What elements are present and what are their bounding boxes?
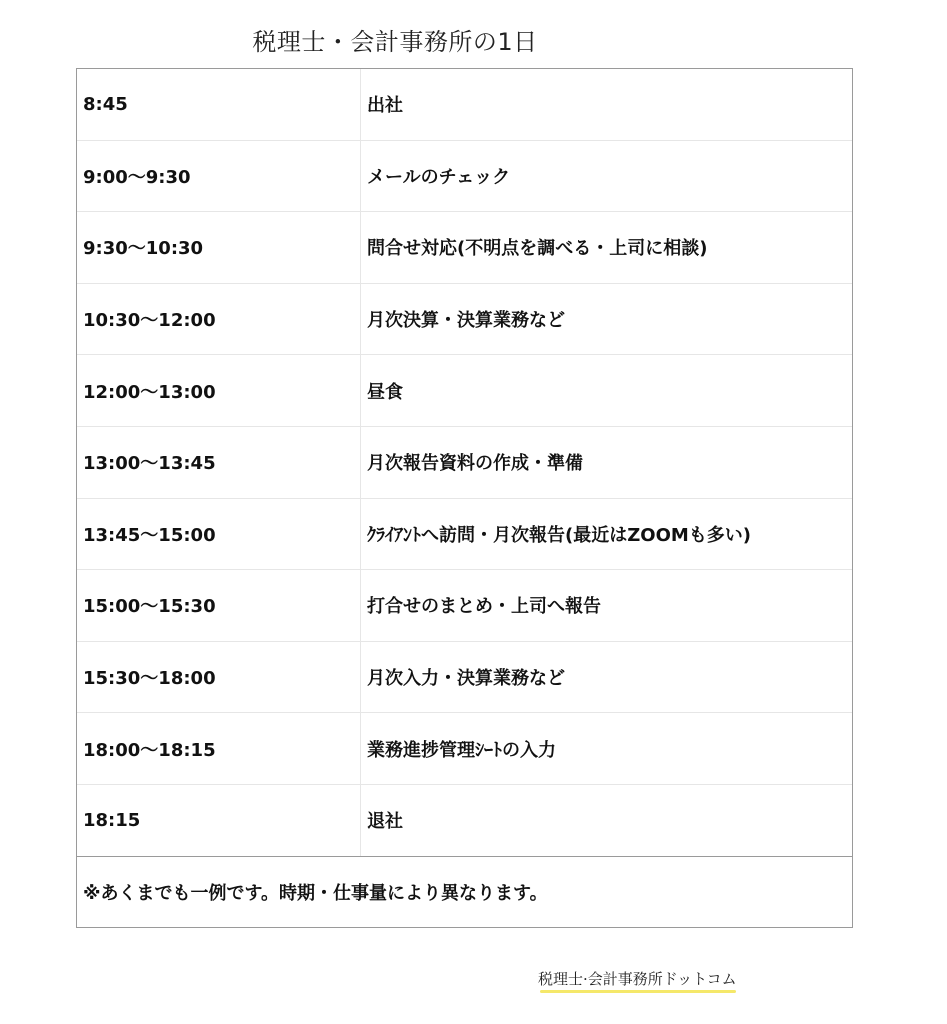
time-cell: 9:00〜9:30 (77, 141, 361, 212)
task-cell: 昼食 (367, 381, 403, 403)
time-cell: 18:15 (77, 785, 361, 856)
table-row (77, 141, 852, 213)
time-cell: 10:30〜12:00 (77, 284, 361, 355)
task-cell: 出社 (367, 95, 403, 117)
task-cell: 月次決算・決算業務など (367, 310, 565, 332)
task-cell: 打合せのまとめ・上司へ報告 (367, 596, 601, 618)
time-cell: 8:45 (77, 69, 361, 140)
table-row (77, 499, 852, 571)
task-cell: ｸﾗｲｱﾝﾄへ訪問・月次報告(最近はZOOMも多い) (367, 524, 752, 546)
task-cell: 問合せ対応(不明点を調べる・上司に相談) (367, 238, 708, 260)
task-cell: メールのチェック (367, 166, 511, 188)
task-cell: 業務進捗管理ｼｰﾄの入力 (367, 739, 556, 761)
table-row (77, 212, 852, 284)
brand-underline (540, 990, 736, 993)
time-cell: 12:00〜13:00 (77, 355, 361, 426)
task-cell: 月次報告資料の作成・準備 (367, 453, 583, 475)
table-row (77, 570, 852, 642)
table-row (77, 284, 852, 356)
task-cell: 月次入力・決算業務など (367, 668, 565, 690)
time-cell: 15:30〜18:00 (77, 642, 361, 713)
time-cell: 9:30〜10:30 (77, 212, 361, 283)
task-cell: 退社 (367, 811, 403, 833)
table-row (77, 69, 852, 141)
brand-logo-text: 税理士·会計事務所ドットコム (538, 970, 737, 988)
time-cell: 18:00〜18:15 (77, 713, 361, 784)
time-cell: 15:00〜15:30 (77, 570, 361, 641)
table-row (77, 642, 852, 714)
table-row (77, 785, 852, 857)
table-row (77, 713, 852, 785)
time-cell: 13:00〜13:45 (77, 427, 361, 498)
table-row (77, 355, 852, 427)
footnote: ※あくまでも一例です。時期・仕事量により異なります。 (83, 882, 548, 904)
table-row (77, 427, 852, 499)
schedule-table (76, 68, 853, 928)
time-cell: 13:45〜15:00 (77, 499, 361, 570)
page-title: 税理士・会計事務所の1日 (252, 28, 538, 56)
